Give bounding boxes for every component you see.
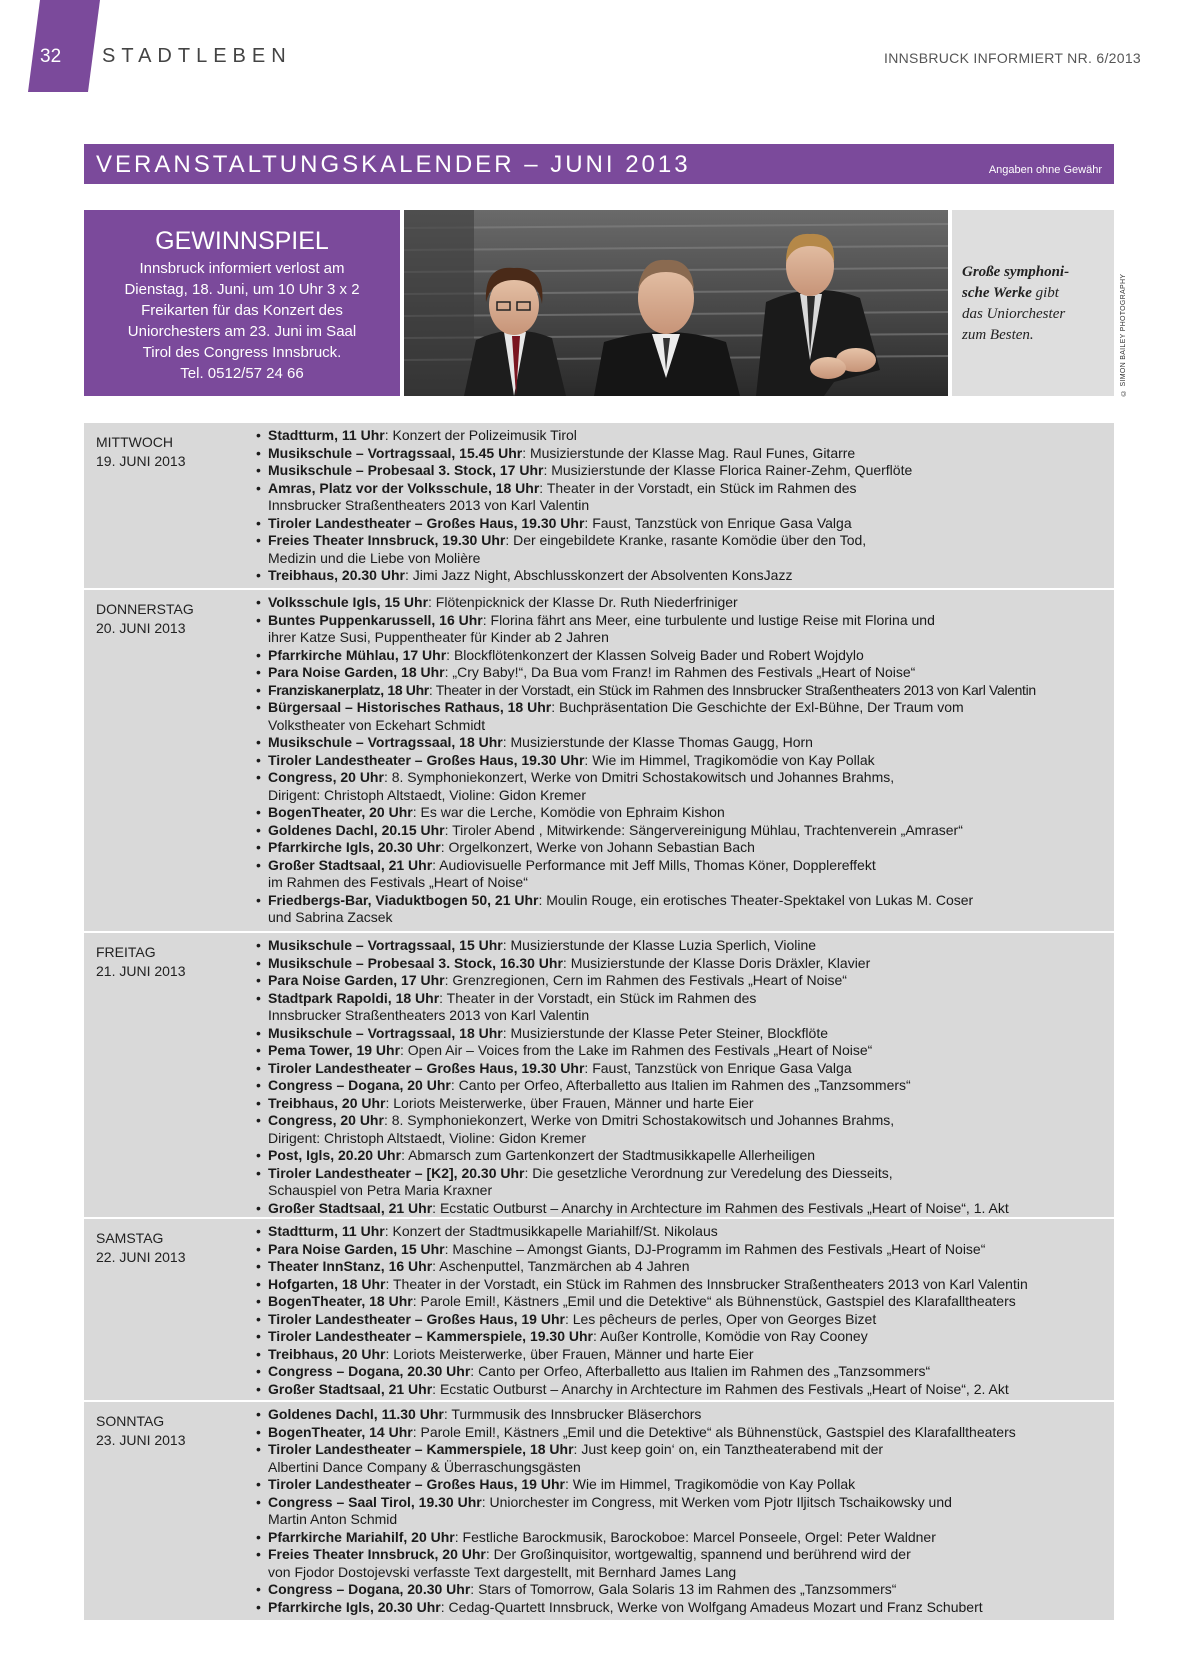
orchestra-photo-image	[404, 210, 948, 396]
event-item	[256, 1546, 1110, 1581]
event-description: : „Cry Baby!“, Da Bua vom Franz! im Rahmen des Festivals „Heart of Noise“	[444, 664, 916, 680]
event-item	[256, 752, 1110, 770]
event-item	[256, 769, 1110, 804]
event-description: : Loriots Meisterwerke, über Frauen, Männer und harte Eier	[385, 1345, 754, 1362]
event-venue-time: Para Noise Garden, 17 Uhr	[268, 972, 445, 988]
event-item	[256, 892, 1110, 927]
event-venue-time: Friedbergs-Bar, Viaduktbogen 50, 21 Uhr	[268, 891, 539, 908]
day-weekday: FREITAG	[96, 944, 156, 960]
event-description-continued: ihrer Katze Susi, Puppentheater für Kinder ab 2 Jahren	[268, 629, 609, 645]
event-description-continued: Dirigent: Christoph Altstaedt, Violine: Gidon Kremer	[268, 1129, 587, 1146]
event-description: : Wie im Himmel, Tragikomödie von Kay Pollak	[584, 751, 875, 768]
event-description: : Theater in der Vorstadt, ein Stück im Rahmen des	[539, 479, 857, 496]
section-title: STADTLEBEN	[102, 45, 292, 67]
photo-credit: © SIMON BAILEY PHOTOGRAPHY	[1120, 273, 1127, 396]
event-item	[256, 1311, 1110, 1329]
event-venue-time: Tiroler Landestheater – Großes Haus, 19 Uhr	[268, 1476, 565, 1492]
event-venue-time: Congress – Dogana, 20.30 Uhr	[268, 1581, 471, 1597]
event-item	[256, 567, 1110, 585]
event-item	[256, 1599, 1110, 1617]
day-date: 19. JUNI 2013	[96, 453, 186, 469]
event-description: : Musizierstunde der Klasse Doris Dräxler, Klavier	[562, 954, 871, 971]
event-list	[256, 937, 1110, 1217]
event-venue-time: Para Noise Garden, 18 Uhr	[268, 664, 445, 680]
day-weekday: MITTWOCH	[96, 434, 173, 450]
contest-text	[94, 258, 390, 384]
event-item	[256, 804, 1110, 822]
event-venue-time: Tiroler Landestheater – Großes Haus, 19.30 Uhr	[268, 751, 585, 768]
event-item	[256, 682, 1110, 700]
event-item	[256, 1147, 1110, 1165]
event-item	[256, 1077, 1110, 1095]
event-item	[256, 1424, 1110, 1442]
event-item	[256, 445, 1110, 463]
event-description: : Jimi Jazz Night, Abschlusskonzert der Absolventen KonsJazz	[404, 567, 793, 583]
event-description: : Parole Emil!, Kästners „Emil und die Detektive“ als Bühnenstück, Gastspiel des Klarafalltheaters	[412, 1293, 1016, 1309]
event-item	[256, 955, 1110, 973]
event-description: : Es war die Lerche, Komödie von Ephraim Kishon	[412, 804, 725, 820]
event-description-continued: Dirigent: Christoph Altstaedt, Violine: Gidon Kremer	[268, 786, 587, 803]
event-item	[256, 1363, 1110, 1381]
event-item	[256, 1060, 1110, 1078]
event-description: : Canto per Orfeo, Afterballetto aus Italien im Rahmen des „Tanzsommers“	[450, 1077, 911, 1093]
event-venue-time: Musikschule – Vortragssaal, 18 Uhr	[268, 1024, 503, 1041]
contest-line: Tirol des Congress Innsbruck.	[142, 344, 342, 361]
event-venue-time: Franziskanerplatz, 18 Uhr	[268, 681, 429, 698]
event-description: : Festliche Barockmusik, Barockoboe: Marcel Ponseele, Orgel: Peter Waldner	[454, 1528, 936, 1545]
event-item	[256, 462, 1110, 480]
event-item	[256, 1042, 1110, 1060]
event-venue-time: Bürgersaal – Historisches Rathaus, 18 Uhr	[268, 699, 552, 715]
event-item	[256, 480, 1110, 515]
day-label	[96, 433, 186, 471]
event-description: : Blockflötenkonzert der Klassen Solveig Bader und Robert Wojdylo	[446, 646, 864, 663]
event-venue-time: Großer Stadtsaal, 21 Uhr	[268, 1199, 433, 1216]
day-block-sonntag	[84, 1402, 1114, 1620]
event-description-continued: Volkstheater von Eckehart Schmidt	[268, 716, 486, 733]
event-description-continued: Martin Anton Schmid	[268, 1511, 398, 1527]
day-date: 21. JUNI 2013	[96, 963, 186, 979]
event-description: : Musizierstunde der Klasse Mag. Raul Funes, Gitarre	[522, 444, 856, 461]
day-date: 22. JUNI 2013	[96, 1249, 186, 1265]
event-item	[256, 1381, 1110, 1399]
event-item	[256, 1165, 1110, 1200]
event-description: : Ecstatic Outburst – Anarchy in Archtecture im Rahmen des Festivals „Heart of Noise“, 2. Akt	[432, 1380, 1009, 1397]
event-venue-time: Stadtturm, 11 Uhr	[268, 1223, 385, 1239]
contest-line: Dienstag, 18. Juni, um 10 Uhr 3 x 2	[124, 281, 360, 298]
event-item	[256, 990, 1110, 1025]
photo-caption-bold: Große symphoni-sche Werke	[962, 264, 1070, 301]
event-venue-time: Volksschule Igls, 15 Uhr	[268, 594, 429, 610]
event-description: : Abmarsch zum Gartenkonzert der Stadtmusikkapelle Allerheiligen	[401, 1147, 816, 1163]
event-description: : Musizierstunde der Klasse Florica Rainer-Zehm, Querflöte	[543, 462, 913, 478]
event-list	[256, 427, 1110, 585]
event-list	[256, 1223, 1110, 1398]
event-description: : Grenzregionen, Cern im Rahmen des Festivals „Heart of Noise“	[444, 972, 847, 988]
event-description: : 8. Symphoniekonzert, Werke von Dmitri Schostakowitsch und Johannes Brahms,	[383, 769, 895, 785]
event-venue-time: Para Noise Garden, 15 Uhr	[268, 1240, 445, 1257]
event-description: : Konzert der Polizeimusik Tirol	[384, 427, 577, 443]
event-venue-time: Congress – Saal Tirol, 19.30 Uhr	[268, 1493, 482, 1510]
event-venue-time: Congress, 20 Uhr	[268, 1112, 384, 1128]
event-item	[256, 839, 1110, 857]
event-venue-time: Musikschule – Vortragssaal, 15.45 Uhr	[268, 444, 523, 461]
day-label	[96, 600, 194, 638]
event-venue-time: Freies Theater Innsbruck, 19.30 Uhr	[268, 532, 506, 548]
event-description-continued: Innsbrucker Straßentheaters 2013 von Karl Valentin	[268, 497, 590, 513]
event-item	[256, 857, 1110, 892]
day-label	[96, 943, 186, 981]
event-description-continued: im Rahmen des Festivals „Heart of Noise“	[268, 874, 528, 890]
event-venue-time: Pema Tower, 19 Uhr	[268, 1042, 401, 1058]
event-list	[256, 1406, 1110, 1616]
event-item	[256, 1200, 1110, 1218]
day-label	[96, 1412, 186, 1450]
event-venue-time: Tiroler Landestheater – Großes Haus, 19.30 Uhr	[268, 514, 585, 531]
event-venue-time: Tiroler Landestheater – [K2], 20.30 Uhr	[268, 1164, 525, 1181]
event-item	[256, 1276, 1110, 1294]
event-item	[256, 612, 1110, 647]
event-item	[256, 1328, 1110, 1346]
event-venue-time: BogenTheater, 18 Uhr	[268, 1293, 413, 1309]
day-weekday: SAMSTAG	[96, 1230, 164, 1246]
day-block-donnerstag	[84, 590, 1114, 931]
event-venue-time: Freies Theater Innsbruck, 20 Uhr	[268, 1546, 486, 1562]
event-venue-time: Hofgarten, 18 Uhr	[268, 1275, 386, 1292]
event-item	[256, 972, 1110, 990]
event-description: : Musizierstunde der Klasse Thomas Gaugg, Horn	[502, 734, 813, 750]
event-description: : Wie im Himmel, Tragikomödie von Kay Pollak	[564, 1476, 856, 1492]
event-item	[256, 1346, 1110, 1364]
event-venue-time: Pfarrkirche Mariahilf, 20 Uhr	[268, 1528, 455, 1545]
contest-phone: Tel. 0512/57 24 66	[180, 365, 304, 382]
event-venue-time: Großer Stadtsaal, 21 Uhr	[268, 856, 433, 873]
event-description: : Stars of Tomorrow, Gala Solaris 13 im Rahmen des „Tanzsommers“	[470, 1581, 897, 1597]
issue-label: INNSBRUCK INFORMIERT NR. 6/2013	[884, 50, 1141, 66]
event-item	[256, 1241, 1110, 1259]
event-item	[256, 594, 1110, 612]
event-description: : Musizierstunde der Klasse Luzia Sperlich, Violine	[502, 937, 817, 953]
event-venue-time: Amras, Platz vor der Volksschule, 18 Uhr	[268, 479, 540, 496]
contest-title: GEWINNSPIEL	[155, 227, 329, 255]
event-description: : Just keep goin‘ on, ein Tanztheaterabend mit der	[573, 1441, 884, 1457]
event-venue-time: Großer Stadtsaal, 21 Uhr	[268, 1380, 433, 1397]
event-venue-time: Tiroler Landestheater – Großes Haus, 19.30 Uhr	[268, 1059, 585, 1076]
event-description: : Turmmusik des Innsbrucker Bläserchors	[443, 1406, 702, 1422]
event-venue-time: Goldenes Dachl, 20.15 Uhr	[268, 821, 445, 838]
event-item	[256, 1494, 1110, 1529]
event-item	[256, 664, 1110, 682]
event-description: : Open Air – Voices from the Lake im Rahmen des Festivals „Heart of Noise“	[400, 1042, 873, 1058]
event-venue-time: Tiroler Landestheater – Kammerspiele, 19.30 Uhr	[268, 1328, 593, 1344]
day-block-mittwoch	[84, 423, 1114, 588]
event-description: : Florina fährt ans Meer, eine turbulente und lustige Reise mit Florina und	[482, 611, 935, 628]
event-venue-time: Musikschule – Probesaal 3. Stock, 16.30 Uhr	[268, 954, 563, 971]
event-description: : Maschine – Amongst Giants, DJ-Programm im Rahmen des Festivals „Heart of Noise“	[444, 1240, 986, 1257]
day-weekday: SONNTAG	[96, 1413, 165, 1429]
event-description-continued: Innsbrucker Straßentheaters 2013 von Karl Valentin	[268, 1007, 590, 1023]
event-venue-time: Pfarrkirche Mühlau, 17 Uhr	[268, 646, 447, 663]
event-description: : Les pêcheurs de perles, Oper von Georges Bizet	[564, 1310, 877, 1327]
calendar-title-bar	[84, 144, 1114, 184]
event-description-continued: Schauspiel von Petra Maria Kraxner	[268, 1182, 493, 1198]
event-item	[256, 1441, 1110, 1476]
event-venue-time: Pfarrkirche Igls, 20.30 Uhr	[268, 839, 441, 855]
event-description: : Flötenpicknick der Klasse Dr. Ruth Niederfriniger	[428, 594, 738, 610]
day-date: 20. JUNI 2013	[96, 620, 186, 636]
event-description: : Musizierstunde der Klasse Peter Steiner, Blockflöte	[502, 1024, 829, 1041]
event-description: : Moulin Rouge, ein erotisches Theater-Spektakel von Lukas M. Coser	[538, 891, 974, 908]
event-item	[256, 532, 1110, 567]
event-description: : Theater in der Vorstadt, ein Stück im Rahmen des Innsbrucker Straßentheaters 2013 von Karl Valentin	[385, 1275, 1028, 1292]
event-description: : Die gesetzliche Verordnung zur Veredelung des Diesseits,	[524, 1164, 893, 1181]
event-venue-time: Musikschule – Probesaal 3. Stock, 17 Uhr	[268, 462, 544, 478]
event-item	[256, 1406, 1110, 1424]
event-description: : Buchpräsentation Die Geschichte der Exl-Bühne, Der Traum vom	[551, 699, 964, 715]
event-description: : Uniorchester im Congress, mit Werken vom Pjotr Iljitsch Tschaikowsky und	[481, 1493, 952, 1510]
event-list	[256, 594, 1110, 927]
event-item	[256, 647, 1110, 665]
event-venue-time: Congress, 20 Uhr	[268, 769, 384, 785]
event-venue-time: Theater InnStanz, 16 Uhr	[268, 1258, 433, 1274]
event-item	[256, 822, 1110, 840]
event-description: : Canto per Orfeo, Afterballetto aus Italien im Rahmen des „Tanzsommers“	[470, 1363, 931, 1379]
event-description: : Audiovisuelle Performance mit Jeff Mills, Thomas Köner, Dopplereffekt	[432, 856, 876, 873]
event-venue-time: Musikschule – Vortragssaal, 18 Uhr	[268, 734, 503, 750]
event-venue-time: Goldenes Dachl, 11.30 Uhr	[268, 1406, 444, 1422]
event-description-continued: und Sabrina Zacsek	[268, 909, 393, 925]
event-item	[256, 515, 1110, 533]
contest-line: Innsbruck informiert verlost am	[139, 260, 345, 277]
event-item	[256, 1223, 1110, 1241]
event-venue-time: Tiroler Landestheater – Kammerspiele, 18 Uhr	[268, 1441, 574, 1457]
event-venue-time: Treibhaus, 20 Uhr	[268, 1094, 386, 1111]
event-item	[256, 1112, 1110, 1147]
page-number-tab	[28, 0, 100, 92]
event-description: : Parole Emil!, Kästners „Emil und die Detektive“ als Bühnenstück, Gastspiel des Klarafalltheaters	[412, 1423, 1016, 1440]
event-venue-time: Buntes Puppenkarussell, 16 Uhr	[268, 611, 483, 628]
event-item	[256, 1581, 1110, 1599]
event-item	[256, 427, 1110, 445]
event-venue-time: Treibhaus, 20.30 Uhr	[268, 567, 405, 583]
event-description: : Cedag-Quartett Innsbruck, Werke von Wolfgang Amadeus Mozart und Franz Schubert	[440, 1598, 983, 1615]
event-item	[256, 1476, 1110, 1494]
event-venue-time: Pfarrkirche Igls, 20.30 Uhr	[268, 1598, 441, 1615]
page-number: 32	[40, 46, 62, 67]
event-venue-time: Treibhaus, 20 Uhr	[268, 1345, 386, 1362]
event-item	[256, 1258, 1110, 1276]
day-block-freitag	[84, 933, 1114, 1217]
event-description: : Tiroler Abend , Mitwirkende: Sängervereinigung Mühlau, Trachtenverein „Amraser“	[444, 821, 963, 838]
contest-box	[84, 210, 400, 396]
calendar-title: VERANSTALTUNGSKALENDER – JUNI 2013	[96, 151, 691, 178]
day-block-samstag	[84, 1219, 1114, 1400]
event-description: : 8. Symphoniekonzert, Werke von Dmitri Schostakowitsch und Johannes Brahms,	[383, 1112, 895, 1128]
event-venue-time: Stadtturm, 11 Uhr	[268, 427, 385, 443]
event-item	[256, 1025, 1110, 1043]
event-venue-time: BogenTheater, 14 Uhr	[268, 1423, 413, 1440]
event-description: : Orgelkonzert, Werke von Johann Sebastian Bach	[440, 839, 755, 855]
event-venue-time: Tiroler Landestheater – Großes Haus, 19 Uhr	[268, 1310, 565, 1327]
event-item	[256, 1095, 1110, 1113]
contest-line: Freikarten für das Konzert des	[141, 302, 343, 319]
event-venue-time: Stadtpark Rapoldi, 18 Uhr	[268, 989, 440, 1006]
photo-caption	[962, 262, 1080, 346]
event-description: : Faust, Tanzstück von Enrique Gasa Valga	[584, 514, 852, 531]
day-date: 23. JUNI 2013	[96, 1432, 186, 1448]
event-description: : Konzert der Stadtmusikkapelle Mariahilf/St. Nikolaus	[384, 1223, 718, 1239]
orchestra-photo	[404, 210, 948, 396]
event-item	[256, 1293, 1110, 1311]
event-venue-time: Musikschule – Vortragssaal, 15 Uhr	[268, 937, 503, 953]
photo-caption-rest: gibt das Uniorchester zum Besten.	[962, 285, 1066, 343]
event-venue-time: Congress – Dogana, 20.30 Uhr	[268, 1363, 471, 1379]
event-item	[256, 699, 1110, 734]
event-description: : Loriots Meisterwerke, über Frauen, Männer und harte Eier	[385, 1094, 754, 1111]
event-item	[256, 1529, 1110, 1547]
disclaimer: Angaben ohne Gewähr	[988, 164, 1102, 176]
event-description: : Theater in der Vorstadt, ein Stück im Rahmen des Innsbrucker Straßentheaters 2013 von Karl Valentin	[428, 681, 1036, 698]
day-weekday: DONNERSTAG	[96, 601, 194, 617]
event-description: : Der eingebildete Kranke, rasante Komödie über den Tod,	[505, 532, 867, 548]
event-venue-time: Congress – Dogana, 20 Uhr	[268, 1077, 451, 1093]
event-venue-time: BogenTheater, 20 Uhr	[268, 804, 413, 820]
event-description: : Außer Kontrolle, Komödie von Ray Cooney	[593, 1328, 868, 1344]
event-description: : Faust, Tanzstück von Enrique Gasa Valga	[584, 1059, 852, 1076]
event-description-continued: Medizin und die Liebe von Molière	[268, 549, 481, 566]
event-description: : Aschenputtel, Tanzmärchen ab 4 Jahren	[432, 1258, 690, 1274]
day-label	[96, 1229, 186, 1267]
event-description-continued: von Fjodor Dostojevski verfasste Text dargestellt, mit Bernhard James Lang	[268, 1563, 737, 1580]
event-item	[256, 734, 1110, 752]
event-description: : Der Großinquisitor, wortgewaltig, spannend und berührend wird der	[485, 1546, 911, 1562]
photo-caption-box	[952, 210, 1114, 396]
event-description-continued: Albertini Dance Company & Überraschungsgästen	[268, 1458, 581, 1475]
event-item	[256, 937, 1110, 955]
event-description: : Theater in der Vorstadt, ein Stück im Rahmen des	[439, 989, 757, 1006]
event-description: : Ecstatic Outburst – Anarchy in Archtecture im Rahmen des Festivals „Heart of Noise“, 1. Akt	[432, 1199, 1009, 1216]
event-venue-time: Post, Igls, 20.20 Uhr	[268, 1147, 402, 1163]
contest-line: Uniorchesters am 23. Juni im Saal	[127, 323, 357, 340]
